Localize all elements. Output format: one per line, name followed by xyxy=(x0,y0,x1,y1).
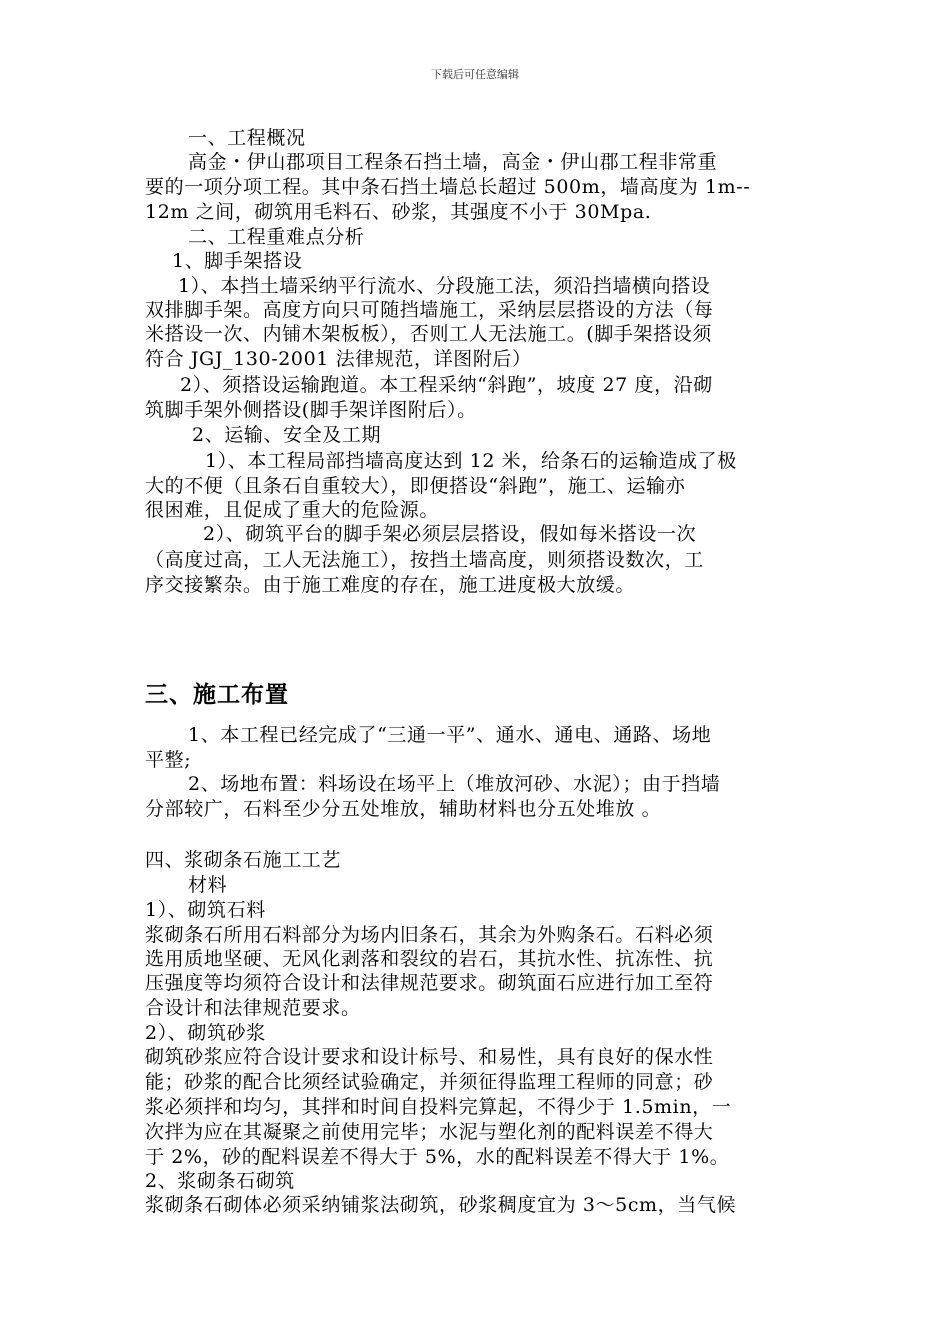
subsection-heading: 2）、砌筑砂浆 xyxy=(145,1022,266,1044)
paragraph-line: 砌筑砂浆应符合设计要求和设计标号、和易性，具有良好的保水性 xyxy=(145,1046,714,1068)
paragraph-line: 筑脚手架外侧搭设(脚手架详图附后）。 xyxy=(145,399,477,421)
paragraph-line: （高度过高，工人无法施工），按挡土墙高度，则须搭设数次，工 xyxy=(145,549,704,571)
page-header: 下载后可任意编辑 xyxy=(431,68,519,81)
section-heading: 一、工程概况 xyxy=(188,127,306,149)
paragraph-line: 2）、须搭设运输跑道。本工程采纳“斜跑”，坡度 27 度，沿砌 xyxy=(180,374,713,396)
paragraph-line: 双排脚手架。高度方向只可随挡墙施工，采纳层层搭设的方法（每 xyxy=(145,299,714,321)
paragraph-line: 大的不便（且条石自重较大），即便搭设“斜跑”，施工、运输亦 xyxy=(145,475,686,497)
paragraph-line: 很困难，且促成了重大的危险源。 xyxy=(145,499,440,521)
subsection-heading: 材料 xyxy=(188,874,228,896)
paragraph-line: 次拌为应在其凝聚之前使用完毕；水泥与塑化剂的配料误差不得大 xyxy=(145,1121,714,1143)
paragraph-line: 符合 JGJ_130-2001 法律规范，详图附后） xyxy=(145,348,532,370)
paragraph-line: 2）、砌筑平台的脚手架必须层层搭设，假如每米搭设一次 xyxy=(203,523,697,545)
paragraph-line: 序交接繁杂。由于施工难度的存在，施工进度极大放缓。 xyxy=(145,574,636,596)
paragraph-line: 米搭设一次、内铺木架板板），否则工人无法施工。(脚手架搭设须 xyxy=(145,323,712,345)
section-heading: 二、工程重难点分析 xyxy=(188,226,365,248)
chapter-heading: 三、施工布置 xyxy=(145,682,289,708)
subsection-heading: 1、脚手架搭设 xyxy=(172,250,303,272)
section-heading: 四、浆砌条石施工工艺 xyxy=(145,849,342,871)
paragraph-line: 12m 之间，砌筑用毛料石、砂浆，其强度不小于 30Mpa. xyxy=(145,201,652,223)
paragraph-line: 能；砂浆的配合比须经试验确定，并须征得监理工程师的同意；砂 xyxy=(145,1071,714,1093)
paragraph-line: 浆必须拌和均匀，其拌和时间自投料完算起，不得少于 1.5min，一 xyxy=(145,1096,732,1118)
subsection-heading: 1）、砌筑石料 xyxy=(145,899,266,921)
paragraph-line: 2、场地布置：料场设在场平上（堆放河砂、水泥）；由于挡墙 xyxy=(188,773,721,795)
paragraph-line: 平整; xyxy=(145,749,192,771)
subsection-heading: 2、运输、安全及工期 xyxy=(192,424,382,446)
paragraph-line: 压强度等均须符合设计和法律规范要求。砌筑面石应进行加工至符 xyxy=(145,972,714,994)
paragraph-line: 1）、本工程局部挡墙高度达到 12 米，给条石的运输造成了极 xyxy=(205,450,737,472)
paragraph-line: 高金・伊山郡项目工程条石挡土墙，高金・伊山郡工程非常重 xyxy=(188,151,718,173)
paragraph-line: 浆砌条石砌体必须采纳铺浆法砌筑，砂浆稠度宜为 3～5cm，当气候 xyxy=(145,1194,737,1216)
paragraph-line: 于 2%，砂的配料误差不得大于 5%，水的配料误差不得大于 1%。 xyxy=(145,1146,730,1168)
paragraph-line: 选用质地坚硬、无风化剥落和裂纹的岩石，其抗水性、抗冻性、抗 xyxy=(145,948,714,970)
paragraph-line: 合设计和法律规范要求。 xyxy=(145,997,361,1019)
paragraph-line: 浆砌条石所用石料部分为场内旧条石，其余为外购条石。石料必须 xyxy=(145,924,714,946)
paragraph-line: 1、本工程已经完成了“三通一平”、通水、通电、通路、场地 xyxy=(188,724,712,746)
paragraph-line: 要的一项分项工程。其中条石挡土墙总长超过 500m，墙高度为 1m-- xyxy=(145,176,751,198)
paragraph-line: 1）、本挡土墙采纳平行流水、分段施工法，须沿挡墙横向搭设 xyxy=(178,275,711,297)
subsection-heading: 2、浆砌条石砌筑 xyxy=(145,1170,295,1192)
paragraph-line: 分部较广，石料至少分五处堆放，辅助材料也分五处堆放 。 xyxy=(145,798,662,820)
